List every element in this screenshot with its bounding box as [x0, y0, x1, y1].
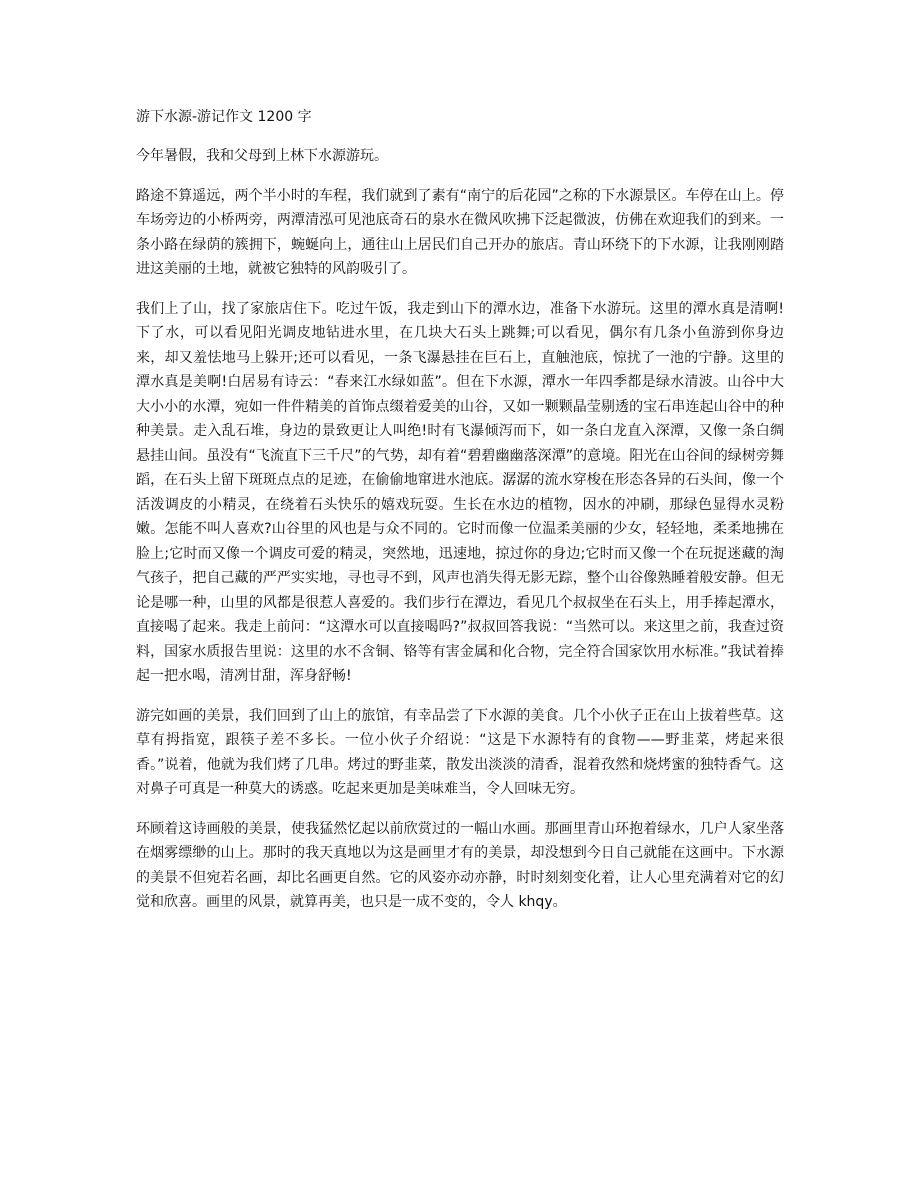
paragraph-food: 游完如画的美景，我们回到了山上的旅馆，有幸品尝了下水源的美食。几个小伙子正在山上拔着些草。这草有拇指宽，跟筷子差不多长。一位小伙子介绍说：“这是下水源特有的食物——野韭菜，烤起来很香。”说着，他就为我们烤了几串。烤过的野韭菜，散发出淡淡的清香，混着孜然和烧烤蜜的独特香气。这对鼻子可真是一种莫大的诱惑。吃起来更加是美味难当，令人回味无穷。 [136, 707, 784, 797]
document-title: 游下水源-游记作文 1200 字 [136, 109, 312, 125]
document-page [136, 105, 784, 930]
paragraph-intro: 今年暑假，我和父母到上林下水源游玩。 [136, 148, 388, 164]
paragraph-conclusion: 环顾着这诗画般的美景，使我猛然忆起以前欣赏过的一幅山水画。那画里青山环抱着绿水，几户人家坐落在烟雾缥缈的山上。那时的我天真地以为这是画里才有的美景，却没想到今日自己就能在这画中。下水源的美景不但宛若名画，却比名画更自然。它的风姿亦动亦静，时时刻刻变化着，让人心里充满着对它的幻觉和欣喜。画里的风景，就算再美，也只是一成不变的，令人 khqy。 [136, 820, 784, 910]
paragraph-journey: 路途不算遥远，两个半小时的车程，我们就到了素有“南宁的后花园”之称的下水源景区。车停在山上。停车场旁边的小桥两旁，两潭清泓可见池底奇石的泉水在微风吹拂下泛起微波，仿佛在欢迎我们的到来。一条小路在绿荫的簇拥下，蜿蜒向上，通往山上居民们自己开办的旅店。青山环绕下的下水源，让我刚刚踏进这美丽的土地，就被它独特的风韵吸引了。 [136, 187, 784, 277]
paragraph-pools-and-wind: 我们上了山，找了家旅店住下。吃过午饭，我走到山下的潭水边，准备下水游玩。这里的潭水真是清啊!下了水，可以看见阳光调皮地钻进水里，在几块大石头上跳舞;可以看见，偶尔有几条小鱼游到你身边来，却又羞怯地马上躲开;还可以看见，一条飞瀑悬挂在巨石上，直触池底，惊扰了一池的宁静。这里的潭水真是美啊!白居易有诗云：“春来江水绿如蓝”。但在下水源，潭水一年四季都是绿水清波。山谷中大大小小的水潭，宛如一件件精美的首饰点缀着爱美的山谷，又如一颗颗晶莹剔透的宝石串连起山谷中的种种美景。走入乱石堆，身边的景致更让人叫绝!时有飞瀑倾泻而下，如一条白龙直入深潭，又像一条白绸悬挂山间。虽没有“飞流直下三千尺”的气势，却有着“碧碧幽幽落深潭”的意境。阳光在山谷间的绿树旁舞蹈，在石头上留下斑斑点点的足迹，在偷偷地窜进水池底。潺潺的流水穿梭在形态各异的石头间，像一个活泼调皮的小精灵，在绕着石头快乐的嬉戏玩耍。生长在水边的植物，因水的冲刷，那绿色显得水灵粉嫩。怎能不叫人喜欢?山谷里的风也是与众不同的。它时而像一位温柔美丽的少女，轻轻地，柔柔地拂在脸上;它时而又像一个调皮可爱的精灵，突然地，迅速地，掠过你的身边;它时而又像一个在玩捉迷藏的淘气孩子，把自己藏的严严实实地，寻也寻不到，风声也消失得无影无踪，整个山谷像熟睡着般安静。但无论是哪一种，山里的风都是很惹人喜爱的。我们步行在潭边，看见几个叔叔坐在石头上，用手捧起潭水，直接喝了起来。我走上前问：“这潭水可以直接喝吗?”叔叔回答我说：“当然可以。来这里之前，我查过资料，国家水质报告里说：这里的水不含铜、铬等有害金属和化合物，完全符合国家饮用水标准。”我试着捧起一把水喝，清冽甘甜，浑身舒畅! [136, 300, 784, 684]
